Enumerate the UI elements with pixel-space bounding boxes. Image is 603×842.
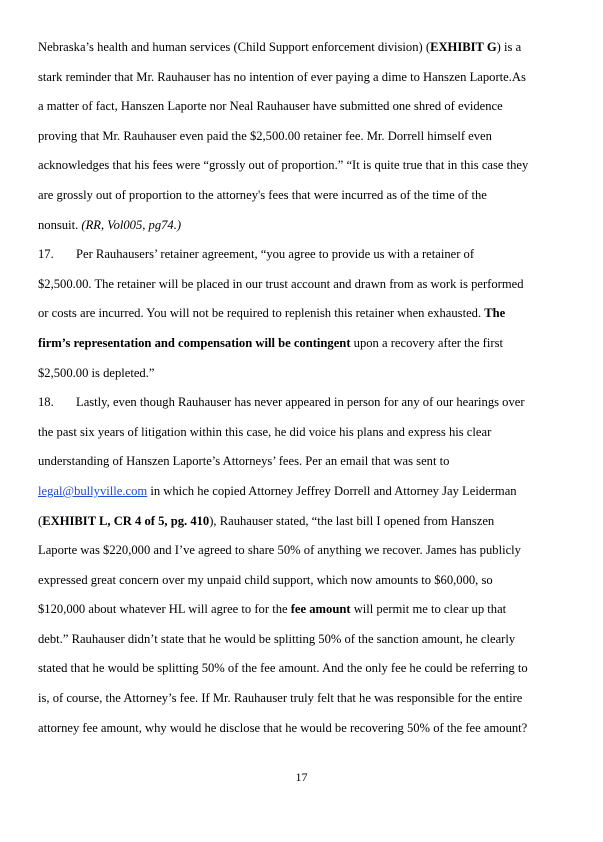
- text-run: upon a recovery after the first: [350, 335, 503, 350]
- text-line: understanding of Hanszen Laporte’s Attorneys’ fees. Per an email that was sent to: [38, 454, 450, 469]
- text-line: [38, 511, 560, 541]
- text-run: or costs are incurred. You will not be required to replenish this retainer when exhausted.: [38, 306, 485, 321]
- exhibit-reference: EXHIBIT L, CR 4 of 5, pg. 410: [42, 513, 210, 528]
- text-line: acknowledges that his fees were “grossly out of proportion.” “It is quite true that in this case they: [38, 158, 529, 173]
- page-number: 17: [295, 770, 308, 784]
- text-line: debt.” Rauhauser didn’t state that he would be splitting 50% of the sanction amount, he clearly: [38, 631, 516, 646]
- record-citation: (RR, Vol005, pg74.): [81, 217, 182, 232]
- text-line: [38, 599, 560, 629]
- text-line: a matter of fact, Hanszen Laporte nor Neal Rauhauser have submitted one shred of evidence: [38, 99, 503, 114]
- exhibit-reference: EXHIBIT G: [430, 40, 497, 54]
- text-line: stated that he would be splitting 50% of the fee amount. And the only fee he could be referring to: [38, 661, 528, 676]
- text-run: Lastly, even though Rauhauser has never appeared in person for any of our hearings over: [76, 395, 525, 410]
- text-line: proving that Mr. Rauhauser even paid the $2,500.00 retainer fee. Mr. Dorrell himself even: [38, 128, 492, 143]
- text-run: Per Rauhausers’ retainer agreement, “you agree to provide us with a retainer of: [76, 247, 475, 262]
- document-body: [38, 37, 560, 747]
- bold-text: fee amount: [290, 602, 351, 617]
- paragraph-18-start: [38, 392, 560, 422]
- text-run: $120,000 about whatever HL will agree to for the: [38, 602, 291, 617]
- paragraph-number: 17.: [38, 247, 54, 262]
- text-line: $2,500.00. The retainer will be placed in our trust account and drawn from as work is performed: [38, 276, 524, 291]
- bold-text: The: [484, 306, 506, 321]
- text-run: ) is a: [496, 40, 522, 54]
- text-line: stark reminder that Mr. Rauhauser has no intention of ever paying a dime to Hanszen Laporte.As: [38, 69, 526, 84]
- text-line: $2,500.00 is depleted.”: [38, 365, 155, 380]
- text-line: [38, 481, 560, 511]
- text-run: ), Rauhauser stated, “the last bill I opened from Hanszen: [209, 513, 495, 528]
- paragraph-17-start: [38, 244, 560, 274]
- text-run: (: [38, 513, 43, 528]
- text-line: Laporte was $220,000 and I’ve agreed to share 50% of anything we recover. James has publicly: [38, 543, 521, 558]
- paragraph-number: 18.: [38, 395, 54, 410]
- text-line: attorney fee amount, why would he disclose that he would be recovering 50% of the fee amount?: [38, 720, 528, 735]
- text-line: are grossly out of proportion to the attorney's fees that were incurred as of the time of the: [38, 187, 487, 202]
- text-line: expressed great concern over my unpaid child support, which now amounts to $60,000, so: [38, 572, 493, 587]
- text-run: Nebraska’s health and human services (Child Support enforcement division) (: [38, 40, 431, 54]
- text-line: is, of course, the Attorney’s fee. If Mr. Rauhauser truly felt that he was responsible for the entire: [38, 691, 523, 706]
- text-run: nonsuit.: [38, 217, 82, 232]
- text-line: [38, 333, 560, 363]
- bold-text: firm’s representation and compensation will be contingent: [38, 335, 351, 350]
- text-run: in which he copied Attorney Jeffrey Dorrell and Attorney Jay Leiderman: [147, 483, 517, 498]
- email-link[interactable]: legal@bullyville.com: [38, 483, 148, 498]
- text-line: [38, 303, 560, 333]
- text-line: the past six years of litigation within this case, he did voice his plans and express his clear: [38, 424, 492, 439]
- text-run: will permit me to clear up that: [350, 602, 507, 617]
- text-line: [38, 215, 560, 245]
- text-line: [38, 37, 560, 67]
